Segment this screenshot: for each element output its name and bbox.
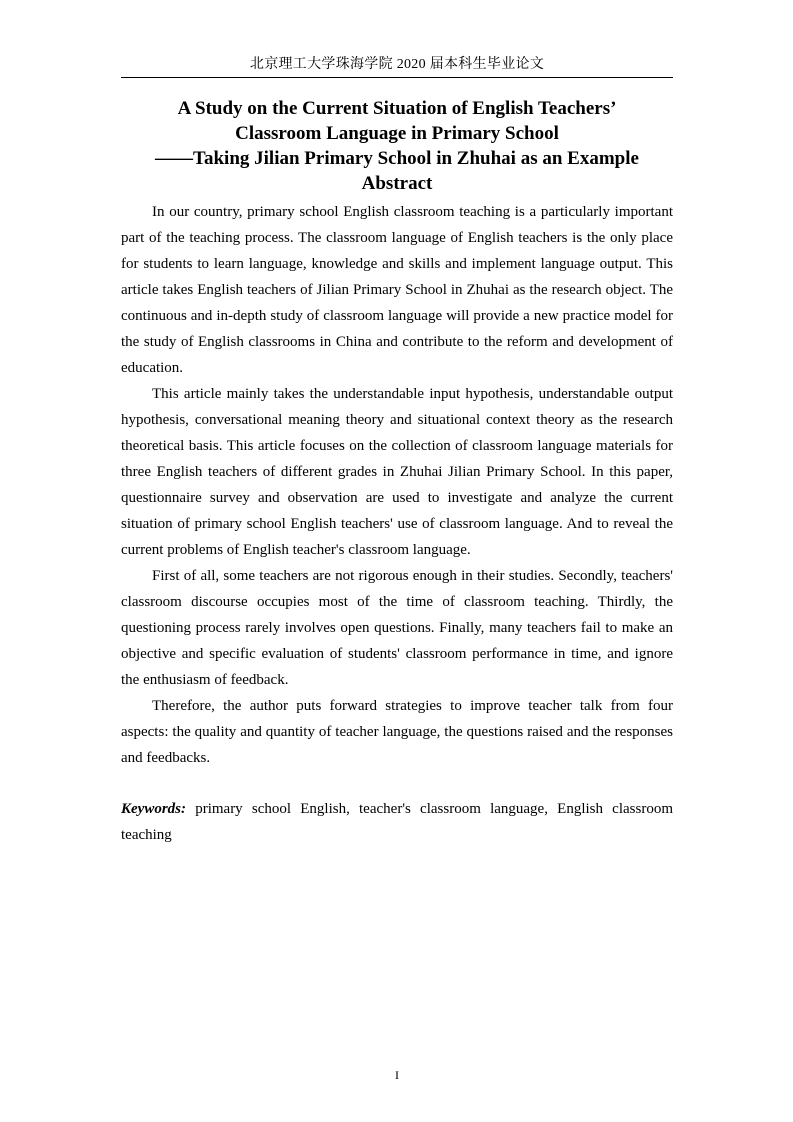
title-block <box>121 96 673 196</box>
header-rule <box>121 77 673 78</box>
title-line-3-subtitle: ——Taking Jilian Primary School in Zhuhai as an Example <box>155 148 639 169</box>
abstract-paragraph-2: This article mainly takes the understandable input hypothesis, understandable output hypothesis, conversational meaning theory and situational context theory as the research theoretical basis. This article focuses on the collection of classroom language materials for three English teachers of different grades in Zhuhai Jilian Primary School. In this paper, questionnaire survey and observation are used to investigate and analyze the current situation of primary school English teachers' use of classroom language. And to reveal the current problems of English teacher's classroom language. <box>121 386 673 558</box>
abstract-paragraph-1: In our country, primary school English classroom teaching is a particularly important part of the teaching process. The classroom language of English teachers is the only place for students to learn language, knowledge and skills and implement language output. This article takes English teachers of Jilian Primary School in Zhuhai as the research object. The continuous and in-depth study of classroom language will provide a new practice model for the study of English classrooms in China and contribute to the reform and development of education. <box>121 204 673 376</box>
abstract-heading: Abstract <box>361 173 433 194</box>
abstract-paragraph-3: First of all, some teachers are not rigorous enough in their studies. Secondly, teachers' classroom discourse occupies most of the time of classroom teaching. Thirdly, the questioning process rarely involves open questions. Finally, many teachers fail to make an objective and specific evaluation of students' classroom performance in time, and ignore the enthusiasm of feedback. <box>121 568 673 688</box>
keywords-label: Keywords: <box>121 801 186 817</box>
title-line-1: A Study on the Current Situation of English Teachers’ <box>177 98 617 119</box>
abstract-paragraph-4: Therefore, the author puts forward strategies to improve teacher talk from four aspects: the quality and quantity of teacher language, the questions raised and the responses and feedbacks. <box>121 698 673 766</box>
keywords-text: primary school English, teacher's classroom language, English classroom teaching <box>121 801 674 843</box>
abstract-body <box>121 199 673 771</box>
title-line-2: Classroom Language in Primary School <box>235 123 559 144</box>
page-number: I <box>395 1068 399 1082</box>
keywords-section <box>121 796 673 848</box>
running-header: 北京理工大学珠海学院 2020 届本科生毕业论文 <box>249 57 545 72</box>
